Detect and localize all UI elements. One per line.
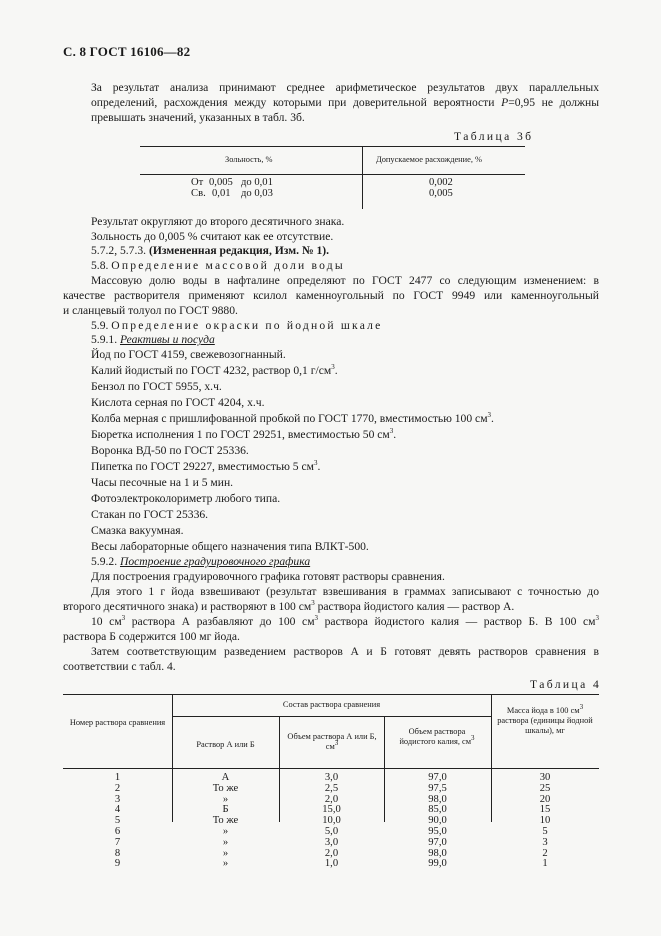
table-4-cell-m: 25 [539, 782, 551, 794]
intro-line-1: За результат анализа принимают среднее арифметическое результатов двух параллельных [91, 81, 599, 94]
table-4-cell-sol: А [221, 772, 230, 783]
calibration-line-4-c: раствора йодистого калия — раствор Б. В 100 см [318, 615, 596, 628]
subsection-5-9-1-heading [91, 332, 215, 347]
subsection-5-9-2-number: 5.9.2. [91, 555, 120, 568]
table-4-header-rule [63, 768, 599, 769]
table-4-cell-v2: 97,0 [428, 836, 447, 848]
table-4 [63, 694, 599, 870]
table-4-header-volume-ki-text: Объем раствора йодистого калия, см [399, 727, 472, 747]
calibration-line-2: Для этого 1 г йода взвешивают (результат взвешивания в граммах записывают с точностью до [91, 585, 599, 598]
amendment-label: (Измененная редакция, Изм. № 1). [148, 244, 330, 257]
table-4-cell-sol: То же [212, 782, 239, 794]
table-4-cell-v2: 85,0 [428, 804, 447, 816]
table-4-cell-sol: То же [212, 815, 239, 827]
table-4-cell-v1: 2,5 [324, 782, 339, 794]
period: . [334, 364, 338, 377]
table-4-cell-m: 20 [539, 793, 551, 805]
unit-superscript: 3 [313, 459, 318, 468]
table-4-cell-sol: » [222, 858, 229, 870]
calibration-line-3 [63, 599, 514, 614]
table-4-group-rule [172, 716, 491, 717]
table-4-cell-v1: 2,0 [324, 847, 339, 859]
section-5-9-heading [91, 318, 382, 333]
table-4-cell-m: 5 [542, 825, 548, 837]
section-5-9-number: 5.9. [91, 319, 112, 332]
unit-superscript: 3 [334, 739, 339, 748]
subsection-5-9-1-title: Реактивы и посуда [119, 333, 215, 346]
ash-note: Зольность до 0,005 % считают как ее отсутствие. [91, 230, 334, 243]
calibration-line-5: раствора Б содержится 100 мг йода. [63, 630, 240, 643]
table-4-cell-v1: 3,0 [324, 772, 339, 783]
table-4-cell-sol: » [222, 825, 229, 837]
table-3b-col1-header: Зольность, % [225, 155, 273, 164]
calibration-line-7: соответствии с табл. 4. [63, 660, 176, 673]
amendment-note [91, 243, 329, 258]
water-line-1: Массовую долю воды в нафталине определяют по ГОСТ 2477 со следующим изменением: в [91, 274, 599, 287]
table-4-cell-n: 7 [114, 836, 121, 848]
calibration-line-3-text: второго десятичного знака) и растворяют в 100 см [63, 600, 312, 613]
intro-line-2-end: =0,95 не должны [508, 96, 599, 109]
table-3b-header-rule [140, 174, 525, 175]
table-4-cell-n: 3 [114, 793, 121, 805]
equipment-pipette [91, 459, 320, 474]
table-4-cell-sol: » [222, 793, 229, 805]
table-4-cell-n: 6 [114, 825, 121, 837]
table-3b-row1-prefix: От [191, 177, 204, 188]
calibration-line-4-a: 10 см [91, 615, 122, 628]
section-5-8-title: Определение массовой доли воды [111, 259, 345, 272]
calibration-line-3-end: раствора йодистого калия — раствор А. [314, 600, 515, 613]
water-line-2: качестве растворителя применяют ксилол каменноугольный по ГОСТ 9949 или каменноугольный [63, 289, 599, 302]
table-4-cell-n: 8 [114, 847, 121, 859]
reagent-potassium-iodide-text: Калий йодистый по ГОСТ 4232, раствор 0,1 г/см [91, 364, 332, 377]
table-4-header-mass [495, 703, 595, 737]
rounding-note: Результат округляют до второго десятичного знака. [91, 215, 345, 228]
table-4-column-number [63, 773, 172, 870]
table-4-header-number: Номер раствора сравнения [69, 718, 166, 727]
equipment-funnel: Воронка ВД-50 по ГОСТ 25336. [91, 444, 249, 457]
table-4-column-solution [172, 773, 279, 870]
section-5-9-title: Определение окраски по йодной шкале [111, 319, 383, 332]
table-4-header-mass-text-2: раствора (единицы йодной шкалы), мг [497, 716, 593, 736]
table-4-cell-m: 10 [539, 815, 551, 827]
probability-symbol: P [501, 96, 509, 109]
unit-superscript: 3 [487, 411, 492, 420]
table-4-cell-m: 3 [542, 836, 548, 848]
period: . [393, 428, 397, 441]
table-4-cell-v2: 98,0 [428, 793, 447, 805]
period: . [491, 412, 494, 425]
equipment-scales: Весы лабораторные общего назначения типа ВЛКТ-500. [91, 540, 369, 553]
table-4-column-volume-ab [279, 773, 384, 870]
table-4-caption: Таблица 4 [530, 678, 602, 691]
table-3b-row1-tolerance: 0,002 [429, 177, 453, 188]
table-3b-row1-to: до 0,01 [241, 177, 273, 188]
table-4-cell-v1: 5,0 [324, 825, 339, 837]
table-4-cell-v2: 97,0 [428, 772, 447, 783]
table-3b-row2-from: 0,01 [212, 188, 231, 199]
table-4-cell-n: 2 [114, 782, 121, 794]
reagent-benzene: Бензол по ГОСТ 5955, х.ч. [91, 380, 222, 393]
section-5-8-number: 5.8. [91, 259, 112, 272]
table-4-cell-v2: 95,0 [428, 825, 447, 837]
unit-superscript: 3 [331, 363, 335, 372]
table-4-cell-n: 4 [114, 804, 121, 816]
equipment-flask-text: Колба мерная с пришлифованной пробкой по ГОСТ 1770, вместимостью 100 см [91, 412, 488, 425]
subsection-5-9-2-heading [91, 554, 310, 569]
equipment-burette-text: Бюретка исполнения 1 по ГОСТ 29251, вместимостью 50 см [91, 428, 390, 441]
calibration-line-4 [91, 614, 599, 629]
table-4-cell-v1: 2,0 [324, 793, 339, 805]
table-4-cell-m: 2 [542, 847, 548, 859]
table-3b-top-rule [140, 146, 525, 147]
table-4-cell-v1: 1,0 [324, 858, 339, 870]
table-3b-caption: Таблица 3б [454, 130, 534, 143]
table-4-header-volume-ab-text: Объем раствора А или Б, см [287, 732, 377, 752]
table-4-cell-v2: 97,5 [428, 782, 447, 794]
reagent-potassium-iodide [91, 363, 338, 378]
table-4-header-volume-ab [287, 732, 377, 752]
subsection-5-9-2-title: Построение градуировочного графика [119, 555, 311, 568]
equipment-flask [91, 411, 494, 426]
table-4-cell-sol: » [222, 836, 229, 848]
unit-superscript: 3 [314, 614, 319, 623]
unit-superscript: 3 [579, 703, 584, 712]
table-4-cell-v2: 90,0 [428, 815, 447, 827]
table-4-cell-m: 1 [542, 858, 548, 870]
unit-superscript: 3 [311, 599, 315, 608]
table-3b [140, 146, 525, 209]
table-4-cell-v2: 98,0 [428, 847, 447, 859]
equipment-beaker: Стакан по ГОСТ 25336. [91, 508, 209, 521]
table-3b-row2-prefix: Св. [191, 188, 206, 199]
unit-superscript: 3 [595, 614, 599, 623]
table-4-cell-v1: 3,0 [324, 836, 339, 848]
unit-superscript: 3 [471, 734, 475, 743]
intro-line-2-text: определений, расхождения между которыми при доверительной вероятности [91, 96, 502, 109]
table-4-header-solution: Раствор А или Б [196, 740, 255, 749]
calibration-line-6: Затем соответствующим разведением растворов А и Б готовят девять растворов сравнения в [91, 645, 599, 658]
table-4-column-mass [491, 773, 599, 870]
table-4-cell-n: 9 [114, 858, 121, 870]
table-4-cell-sol: Б [222, 804, 229, 816]
table-4-header-volume-ki [392, 727, 482, 747]
table-3b-row2-tolerance: 0,005 [429, 188, 453, 199]
table-4-cell-m: 15 [539, 804, 551, 816]
table-4-header-group: Состав раствора сравнения [282, 700, 381, 709]
calibration-line-4-b: раствора А разбавляют до 100 см [125, 615, 315, 628]
calibration-line-1: Для построения градуировочного графика готовят растворы сравнения. [91, 570, 445, 583]
water-line-3: и сланцевый толуол по ГОСТ 9880. [63, 304, 238, 317]
table-3b-row2-to: до 0,03 [241, 188, 273, 199]
table-4-cell-v1: 10,0 [322, 815, 341, 827]
equipment-hourglass: Часы песочные на 1 и 5 мин. [91, 476, 234, 489]
period: . [317, 460, 321, 473]
amendment-ref: 5.7.2, 5.7.3. [91, 244, 149, 257]
unit-superscript: 3 [389, 427, 394, 436]
reagent-iodine: Йод по ГОСТ 4159, свежевозогнанный. [91, 348, 286, 361]
table-4-cell-v1: 15,0 [322, 804, 341, 816]
section-5-8-heading [91, 258, 345, 273]
equipment-photocolorimeter: Фотоэлектроколориметр любого типа. [91, 492, 281, 505]
intro-line-3: превышать значений, указанных в табл. 3б. [91, 111, 305, 124]
equipment-vacuum-grease: Смазка вакуумная. [91, 524, 184, 537]
table-4-cell-n: 1 [114, 772, 121, 783]
table-4-cell-sol: » [222, 847, 229, 859]
intro-line-2 [91, 95, 599, 110]
table-4-header-mass-text: Масса йода в 100 см [506, 706, 580, 715]
equipment-burette [91, 427, 396, 442]
page-header: С. 8 ГОСТ 16106—82 [63, 44, 191, 59]
table-3b-column-divider [362, 146, 363, 209]
table-4-column-volume-ki [384, 773, 491, 870]
subsection-5-9-1-number: 5.9.1. [91, 333, 120, 346]
table-4-cell-m: 30 [539, 772, 551, 783]
table-4-cell-v2: 99,0 [428, 858, 447, 870]
unit-superscript: 3 [121, 614, 126, 623]
table-4-top-rule [63, 694, 599, 695]
table-3b-col2-header: Допускаемое расхождение, % [376, 155, 483, 164]
table-4-cell-n: 5 [114, 815, 121, 827]
equipment-pipette-text: Пипетка по ГОСТ 29227, вместимостью 5 см [91, 460, 314, 473]
table-3b-row1-from: 0,005 [209, 177, 233, 188]
reagent-sulfuric-acid: Кислота серная по ГОСТ 4204, х.ч. [91, 396, 265, 409]
